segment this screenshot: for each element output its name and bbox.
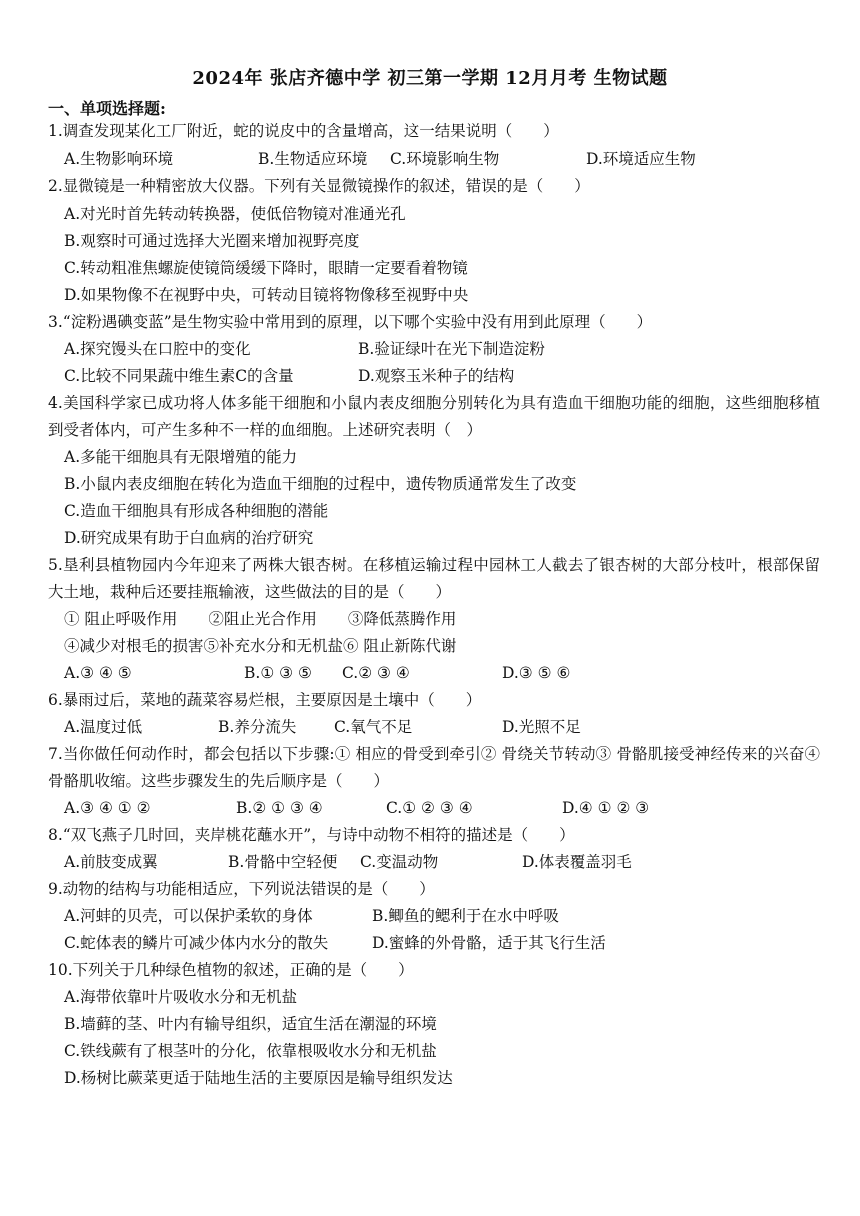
q7-option-a: A.③ ④ ① ② (64, 799, 151, 817)
question-2-stem: 2.显微镜是一种精密放大仪器。下列有关显微镜操作的叙述，错误的是（ ） (48, 177, 590, 195)
q3-option-c: C.比较不同果蔬中维生素C的含量 (64, 367, 294, 385)
question-5-stem: 5.垦利县植物园内今年迎来了两株大银杏树。在移植运输过程中园林工人截去了银杏树的大部分枝叶，根部保留大土地，栽种后还要挂瓶输液，这些做法的目的是（ ） (48, 556, 820, 601)
q2-option-c: C.转动粗准焦螺旋使镜筒缓缓下降时，眼睛一定要看着物镜 (64, 259, 468, 277)
question-8-stem: 8.“双飞燕子几时回，夹岸桃花蘸水开”，与诗中动物不相符的描述是（ ） (48, 826, 575, 844)
q10-option-b: B.墙藓的茎、叶内有输导组织，适宜生活在潮湿的环境 (64, 1015, 437, 1033)
q6-option-b: B.养分流失 (218, 718, 297, 736)
page-title: 2024年 张店齐德中学 初三第一学期 12月月考 生物试题 (192, 68, 668, 89)
question-9-stem: 9.动物的结构与功能相适应，下列说法错误的是（ ） (48, 880, 435, 898)
q3-option-b: B.验证绿叶在光下制造淀粉 (358, 340, 545, 358)
q3-option-a: A.探究馒头在口腔中的变化 (64, 340, 251, 358)
q2-option-d: D.如果物像不在视野中央，可转动目镜将物像移至视野中央 (64, 286, 469, 304)
q4-option-a: A.多能干细胞具有无限增殖的能力 (64, 448, 298, 466)
q6-option-a: A.温度过低 (64, 718, 143, 736)
q5-option-a: A.③ ④ ⑤ (64, 664, 132, 682)
q5-option-c: C.② ③ ④ (342, 664, 410, 682)
q10-option-a: A.海带依靠叶片吸收水分和无机盐 (64, 988, 298, 1006)
section-heading: 一、单项选择题: (48, 99, 166, 118)
q8-option-b: B.骨骼中空轻便 (228, 853, 338, 871)
q7-option-c: C.① ② ③ ④ (386, 799, 473, 817)
q9-option-b: B.鲫鱼的鳃利于在水中呼吸 (372, 907, 559, 925)
q2-option-a: A.对光时首先转动转换器，使低倍物镜对准通光孔 (64, 205, 406, 223)
q6-option-d: D.光照不足 (502, 718, 581, 736)
q7-option-d: D.④ ① ② ③ (562, 799, 650, 817)
q4-option-b: B.小鼠内表皮细胞在转化为造血干细胞的过程中，遗传物质通常发生了改变 (64, 475, 577, 493)
question-4-stem: 4.美国科学家已成功将人体多能干细胞和小鼠内表皮细胞分别转化为具有造血干细胞功能的细胞，这些细胞移植到受者体内，可产生多种不一样的血细胞。上述研究表明（ ） (48, 394, 820, 439)
q1-option-a: A.生物影响环境 (64, 150, 174, 168)
q3-option-d: D.观察玉米种子的结构 (358, 367, 515, 385)
question-1-stem: 1.调查发现某化工厂附近，蛇的说皮中的含量增高，这一结果说明（ ） (48, 122, 559, 140)
q9-option-c: C.蛇体表的鳞片可减少体内水分的散失 (64, 934, 329, 952)
q1-option-c: C.环境影响生物 (390, 150, 500, 168)
q9-option-a: A.河蚌的贝壳，可以保护柔软的身体 (64, 907, 313, 925)
q5-option-d: D.③ ⑤ ⑥ (502, 664, 571, 682)
q8-option-d: D.体表覆盖羽毛 (522, 853, 632, 871)
q7-option-b: B.② ① ③ ④ (236, 799, 323, 817)
q4-option-c: C.造血干细胞具有形成各种细胞的潜能 (64, 502, 329, 520)
question-3-stem: 3.“淀粉遇碘变蓝”是生物实验中常用到的原理，以下哪个实验中没有用到此原理（ ） (48, 313, 653, 331)
q5-items-1: ① 阻止呼吸作用 ②阻止光合作用 ③降低蒸腾作用 (64, 610, 457, 628)
q10-option-d: D.杨树比蕨菜更适于陆地生活的主要原因是输导组织发达 (64, 1069, 453, 1087)
question-6-stem: 6.暴雨过后，菜地的蔬菜容易烂根，主要原因是土壤中（ ） (48, 691, 482, 709)
q10-option-c: C.铁线蕨有了根茎叶的分化，依靠根吸收水分和无机盐 (64, 1042, 437, 1060)
q8-option-c: C.变温动物 (360, 853, 439, 871)
question-10-stem: 10.下列关于几种绿色植物的叙述，正确的是（ ） (48, 961, 414, 979)
q9-option-d: D.蜜蜂的外骨骼，适于其飞行生活 (372, 934, 606, 952)
q5-items-2: ④减少对根毛的损害⑤补充水分和无机盐⑥ 阻止新陈代谢 (64, 637, 457, 655)
q1-option-d: D.环境适应生物 (586, 150, 696, 168)
q8-option-a: A.前肢变成翼 (64, 853, 158, 871)
q5-option-b: B.① ③ ⑤ (244, 664, 312, 682)
q1-option-b: B.生物适应环境 (258, 150, 368, 168)
q2-option-b: B.观察时可通过选择大光圈来增加视野亮度 (64, 232, 360, 250)
question-7-stem: 7.当你做任何动作时，都会包括以下步骤:① 相应的骨受到牵引② 骨绕关节转动③ 骨骼肌接受神经传来的兴奋④ 骨骼肌收缩。这些步骤发生的先后顺序是（ ） (48, 745, 820, 790)
q6-option-c: C.氧气不足 (334, 718, 413, 736)
q4-option-d: D.研究成果有助于白血病的治疗研究 (64, 529, 314, 547)
